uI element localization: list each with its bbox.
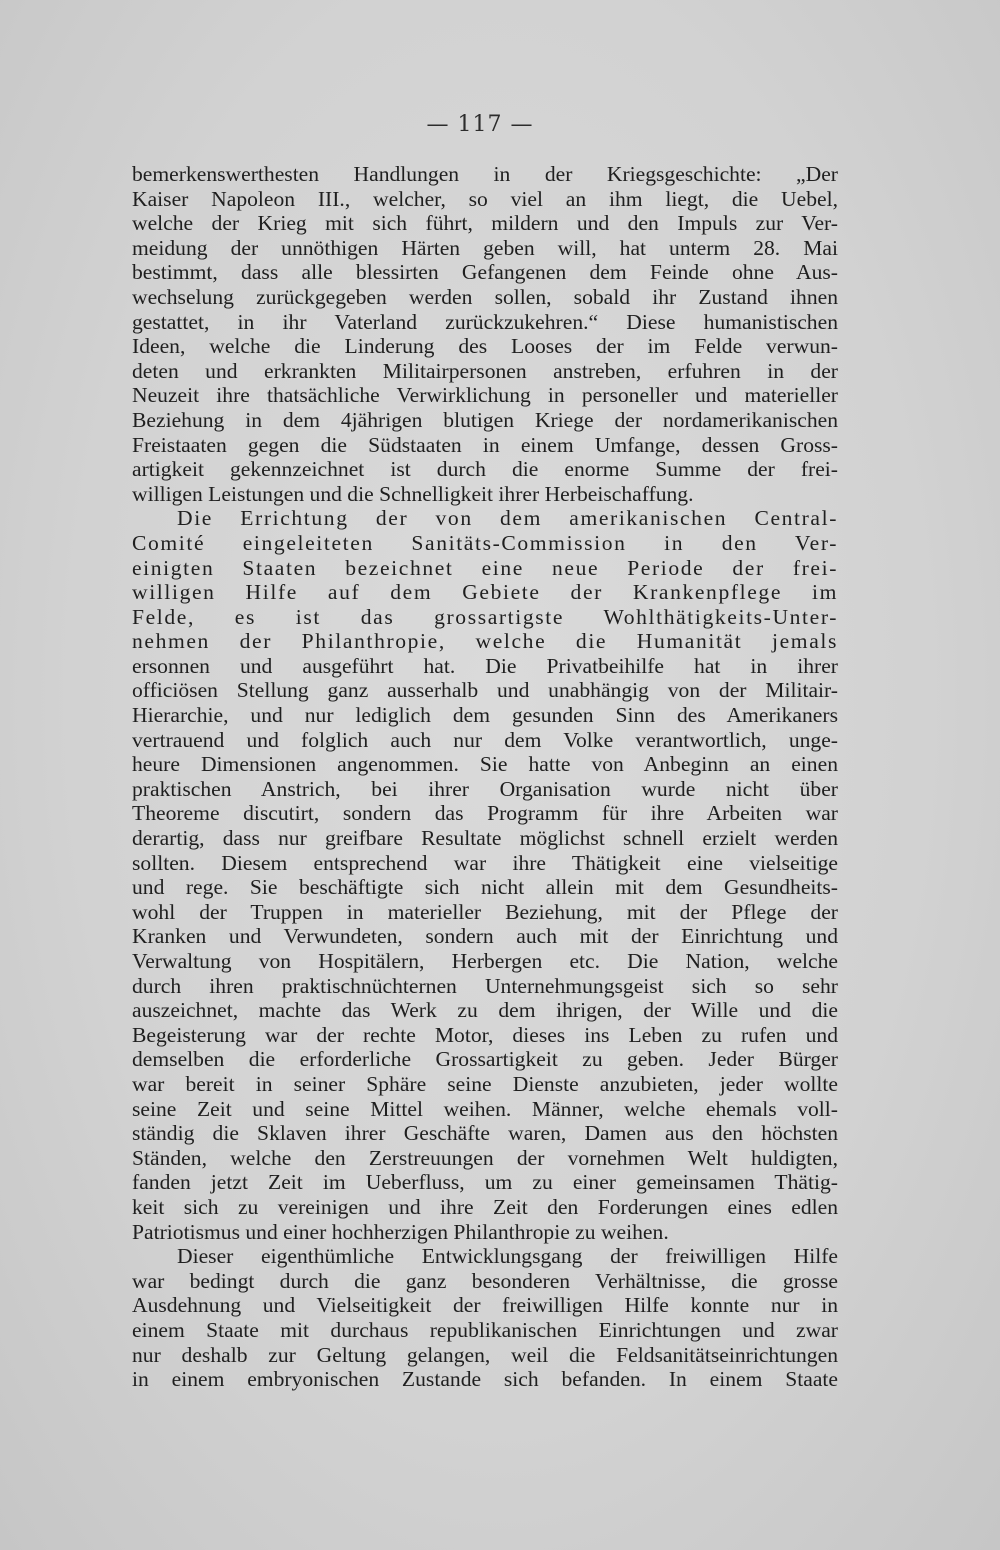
text-line: Kaiser Napoleon III., welcher, so viel an ihm liegt, die Uebel,: [132, 186, 838, 211]
text-line: und rege. Sie beschäftigte sich nicht allein mit dem Gesundheits-: [132, 875, 838, 900]
text-line: wechselung zurückgegeben werden sollen, sobald ihr Zustand ihnen: [132, 284, 838, 309]
text-line: deten und erkrankten Militairpersonen anstreben, erfuhren in der: [132, 358, 838, 383]
text-line: Freistaaten gegen die Südstaaten in einem Umfange, dessen Gross-: [132, 432, 838, 457]
text-line: keit sich zu vereinigen und ihre Zeit den Forderungen eines edlen: [132, 1194, 838, 1219]
text-line: Kranken und Verwundeten, sondern auch mit der Einrichtung und: [132, 924, 838, 949]
text-line: durch ihren praktischnüchternen Unternehmungsgeist sich so sehr: [132, 973, 838, 998]
paragraph-3: [132, 1244, 838, 1392]
text-line: Verwaltung von Hospitälern, Herbergen etc. Die Nation, welche: [132, 949, 838, 973]
text-line: willigen Leistungen und die Schnelligkeit ihrer Herbeischaffung.: [132, 481, 694, 506]
text-line: nehmen der Philanthropie, welche die Humanität jemals: [132, 629, 838, 654]
text-line: sollten. Diesem entsprechend war ihre Thätigkeit eine vielseitige: [132, 850, 838, 875]
text-line: ersonnen und ausgeführt hat. Die Privatbeihilfe hat in ihrer: [132, 653, 838, 678]
text-line: Begeisterung war der rechte Motor, dieses ins Leben zu rufen und: [132, 1022, 838, 1047]
text-line: seine Zeit und seine Mittel weihen. Männer, welche ehemals voll-: [132, 1096, 838, 1121]
text-line: war bedingt durch die ganz besonderen Verhältnisse, die grosse: [132, 1268, 838, 1293]
text-line: willigen Hilfe auf dem Gebiete der Krankenpflege im: [132, 580, 838, 605]
body-text: [132, 162, 838, 1392]
text-line: auszeichnet, machte das Werk zu dem ihrigen, der Wille und die: [132, 998, 838, 1023]
text-line: praktischen Anstrich, bei ihrer Organisation wurde nicht über: [132, 776, 838, 801]
text-line: nur deshalb zur Geltung gelangen, weil die Feldsanitätseinrichtungen: [132, 1342, 838, 1367]
text-line: bemerkenswerthesten Handlungen in der Kriegsgeschichte: „Der: [132, 162, 838, 186]
text-line: ständig die Sklaven ihrer Geschäfte waren, Damen aus den höchsten: [132, 1121, 838, 1146]
text-line: welche der Krieg mit sich führt, mildern und den Impuls zur Ver-: [132, 211, 838, 236]
text-line: Felde, es ist das grossartigste Wohlthätigkeits-Unter-: [132, 604, 838, 629]
text-line: Ausdehnung und Vielseitigkeit der freiwilligen Hilfe konnte nur in: [132, 1293, 838, 1318]
text-line: Die Errichtung der von dem amerikanischen Central-: [177, 506, 838, 531]
text-line: Beziehung in dem 4jährigen blutigen Kriege der nordamerikanischen: [132, 407, 838, 432]
text-line: Comité eingeleiteten Sanitäts-Commission in den Ver-: [132, 530, 838, 555]
text-line: artigkeit gekennzeichnet ist durch die enorme Summe der frei-: [132, 457, 838, 482]
page-number: — 117 —: [426, 112, 534, 137]
text-line: war bereit in seiner Sphäre seine Dienste anzubieten, jeder wollte: [132, 1071, 838, 1096]
text-line: wohl der Truppen in materieller Beziehung, mit der Pflege der: [132, 899, 838, 924]
paragraph-2: [132, 506, 838, 1244]
text-line: Dieser eigenthümliche Entwicklungsgang der freiwilligen Hilfe: [177, 1244, 838, 1269]
text-line: derartig, dass nur greifbare Resultate möglichst schnell erzielt werden: [132, 826, 838, 851]
text-line: fanden jetzt Zeit im Ueberfluss, um zu einer gemeinsamen Thätig-: [132, 1170, 838, 1195]
text-line: Neuzeit ihre thatsächliche Verwirklichung in personeller und materieller: [132, 383, 838, 408]
text-line: in einem embryonischen Zustande sich befanden. In einem Staate: [132, 1367, 838, 1392]
text-line: vertrauend und folglich auch nur dem Volke verantwortlich, unge-: [132, 727, 838, 752]
text-line: meidung der unnöthigen Härten geben will, hat unterm 28. Mai: [132, 235, 838, 260]
text-line: bestimmt, dass alle blessirten Gefangenen dem Feinde ohne Aus-: [132, 260, 838, 285]
text-line: Theoreme discutirt, sondern das Programm für ihre Arbeiten war: [132, 801, 838, 826]
text-line: gestattet, in ihr Vaterland zurückzukehren.“ Diese humanistischen: [132, 309, 838, 334]
text-line: Ideen, welche die Linderung des Looses der im Felde verwun-: [132, 334, 838, 359]
text-line: Ständen, welche den Zerstreuungen der vornehmen Welt huldigten,: [132, 1145, 838, 1170]
text-line: Patriotismus und einer hochherzigen Philanthropie zu weihen.: [132, 1219, 669, 1244]
text-line: demselben die erforderliche Grossartigkeit zu geben. Jeder Bürger: [132, 1047, 838, 1072]
text-line: heure Dimensionen angenommen. Sie hatte von Anbeginn an einen: [132, 752, 838, 777]
text-line: einigten Staaten bezeichnet eine neue Periode der frei-: [132, 555, 838, 580]
text-line: Hierarchie, und nur lediglich dem gesunden Sinn des Amerikaners: [132, 703, 838, 728]
text-line: officiösen Stellung ganz ausserhalb und unabhängig von der Militair-: [132, 678, 838, 703]
text-line: einem Staate mit durchaus republikanischen Einrichtungen und zwar: [132, 1317, 838, 1342]
paragraph-1: [132, 162, 838, 506]
